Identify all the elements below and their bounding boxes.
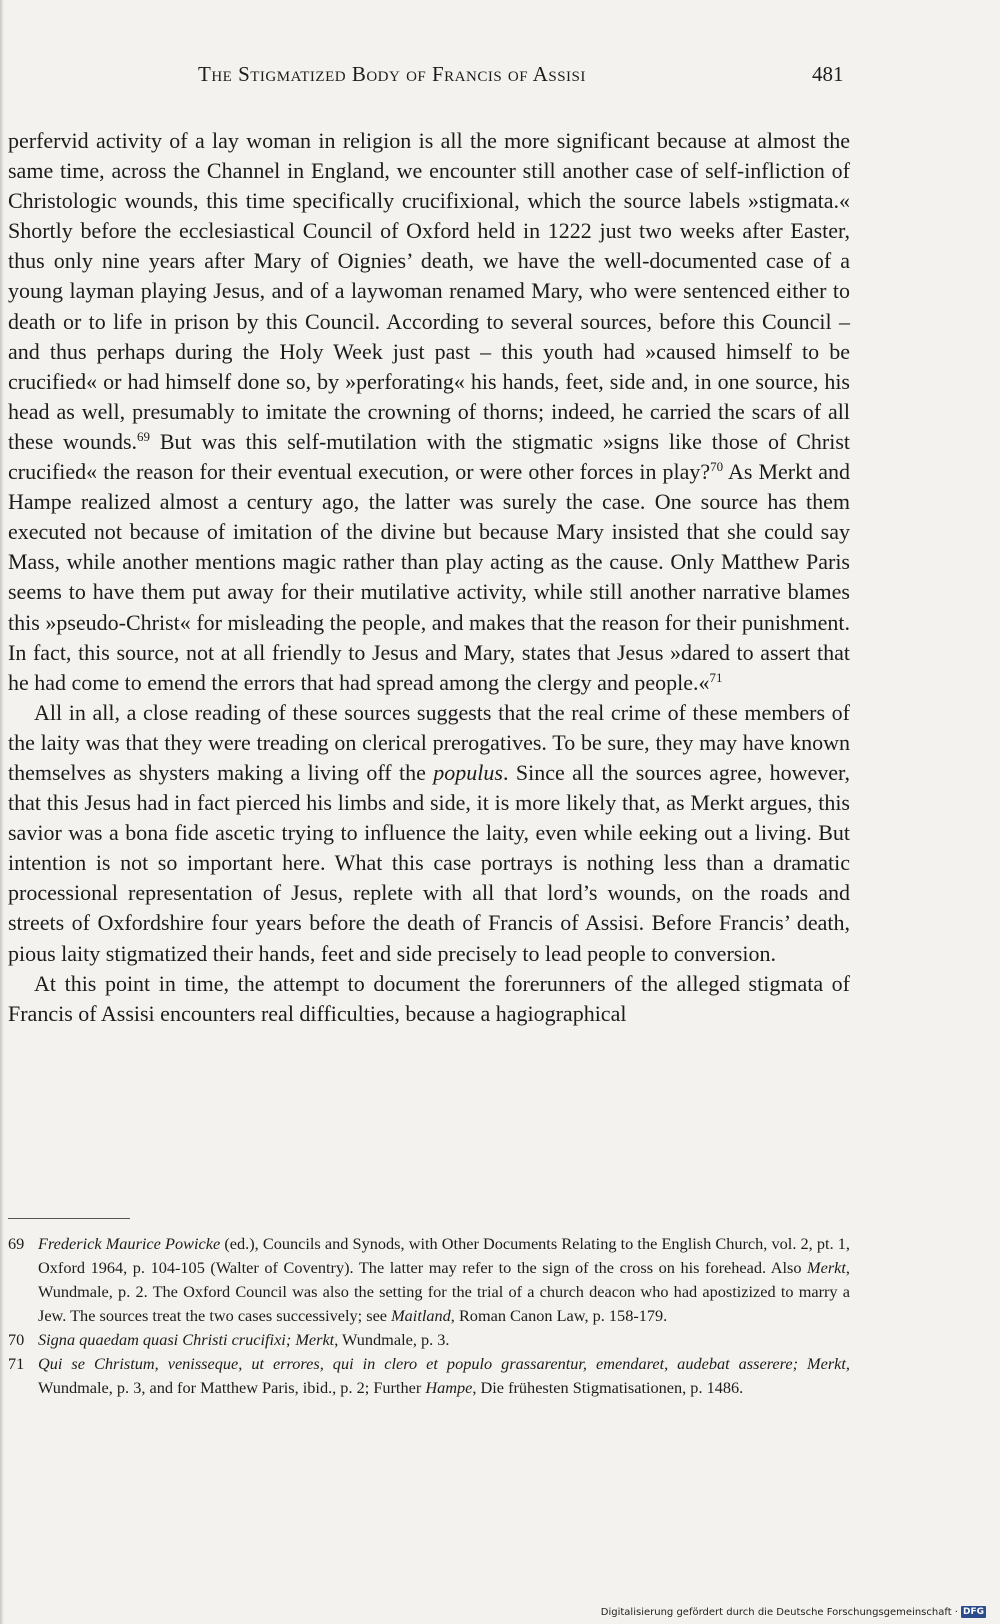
paragraph	[8, 698, 850, 969]
text-run: , Roman Canon Law, p. 158-179.	[450, 1306, 668, 1325]
footnotes	[8, 1232, 850, 1400]
footnote-ref: 69	[137, 428, 151, 444]
footnote-number: 69	[8, 1234, 25, 1253]
italic-text: Frederick Maurice Powicke	[38, 1234, 221, 1253]
footnote	[8, 1232, 850, 1328]
page-edge	[0, 0, 4, 1624]
text-run: At this point in time, the attempt to document the forerunners of the alleged stigmata of Francis of Assisi encounters real difficulties, because a hagiographical	[8, 970, 850, 1026]
paragraph	[8, 126, 850, 698]
running-head	[0, 62, 1000, 92]
page-number: 481	[812, 62, 844, 86]
credit-text: Digitalisierung gefördert durch die Deutsche Forschungsgemeinschaft ·	[600, 1606, 958, 1618]
text-run: All in all, a close reading of these sources suggests that the real crime of these members of the laity was that they were treading on clerical prerogatives. To be sure, they may have known themselves as shysters making a living off the	[8, 699, 850, 785]
footnote-ref: 70	[710, 459, 724, 475]
footnote-number: 71	[8, 1354, 25, 1373]
text-run: , Wundmale, p. 2. The Oxford Council was also the setting for the trial of a church deacon who had apostizized to marry a Jew. The sources treat the two cases successively; see	[38, 1258, 850, 1325]
footnote-ref: 71	[709, 669, 723, 685]
italic-text: Merkt	[807, 1258, 846, 1277]
footnote	[8, 1352, 850, 1400]
italic-text: Maitland	[391, 1306, 451, 1325]
italic-text: Hampe	[425, 1378, 473, 1397]
text-run: But was this self-mutilation with the stigmatic »signs like those of Christ crucified« the reason for their eventual execution, or were other forces in play?	[8, 428, 851, 485]
paragraph	[8, 969, 850, 1029]
dfg-logo: DFG	[962, 1607, 984, 1617]
digitization-credit	[601, 1606, 986, 1618]
italic-text: populus	[433, 759, 503, 785]
footnote-number: 70	[8, 1330, 25, 1349]
text-run: perfervid activity of a lay woman in religion is all the more significant because at almost the same time, across the Channel in England, we encounter still another case of self-infliction of Christologic wounds, this time specifically crucifixional, which the source labels »stigmata.« Shortly before the ecclesiastical Council of Oxford held in 1222 just two weeks after Easter, thus only nine years after Mary of Oignies’ death, we have the well-documented case of a young layman playing Jesus, and of a laywoman renamed Mary, who were sentenced either to death or to life in prison by this Council. According to several sources, before this Council – and thus perhaps during the Holy Week just past – this youth had »caused himself to be crucified« or had himself done so, by »perforating« his hands, feet, side and, in one source, his head as well, presumably to imitate the crowning of thorns; indeed, he carried the scars of all these wounds.	[8, 128, 850, 454]
body-text	[8, 126, 850, 1029]
text-run: (ed.), Councils and Synods, with Other Documents Relating to the English Church, vol. 2, pt. 1, Oxford 1964, p. 104-105 (Walter of Coventry). The latter may refer to the sign of the cross on his forehead. Also	[38, 1234, 850, 1277]
text-run: As Merkt and Hampe realized almost a century ago, the latter was surely the case. One source has them executed not because of imitation of the divine but because Mary insisted that she could say Mass, while another mentions magic rather than play acting as the cause. Only Matthew Paris seems to have them put away for their mutilative activity, while still another narrative blames this »pseudo-Christ« for misleading the people, and makes that the reason for their punishment. In fact, this source, not at all friendly to Jesus and Mary, states that Jesus »dared to assert that he had come to emend the errors that had spread among the clergy and people.«	[8, 459, 851, 695]
text-run: , Wundmale, p. 3.	[334, 1330, 450, 1349]
text-run: , Die frühesten Stigmatisationen, p. 1486.	[472, 1378, 744, 1397]
footnote-rule	[8, 1218, 130, 1219]
text-run: . Since all the sources agree, however, that this Jesus had in fact pierced his limbs and side, it is more likely that, as Merkt argues, this savior was a bona fide ascetic trying to influence the laity, even while eeking out a living. But intention is not so important here. What this case portrays is nothing less than a dramatic processional representation of Jesus, replete with all that lord’s wounds, on the roads and streets of Oxfordshire four years before the death of Francis of Assisi. Before Francis’ death, pious laity stigmatized their hands, feet and side precisely to lead people to conversion.	[8, 759, 850, 966]
footnote	[8, 1328, 850, 1352]
running-title: The Stigmatized Body of Francis of Assisi	[198, 62, 586, 86]
italic-text: Qui se Christum, venisseque, ut errores, qui in clero et populo grassarentur, emendaret, audebat asserere; Merkt,	[38, 1354, 850, 1373]
italic-text: Signa quaedam quasi Christi crucifixi; Merkt	[38, 1330, 335, 1349]
text-run: Wundmale, p. 3, and for Matthew Paris, ibid., p. 2; Further	[38, 1378, 426, 1397]
